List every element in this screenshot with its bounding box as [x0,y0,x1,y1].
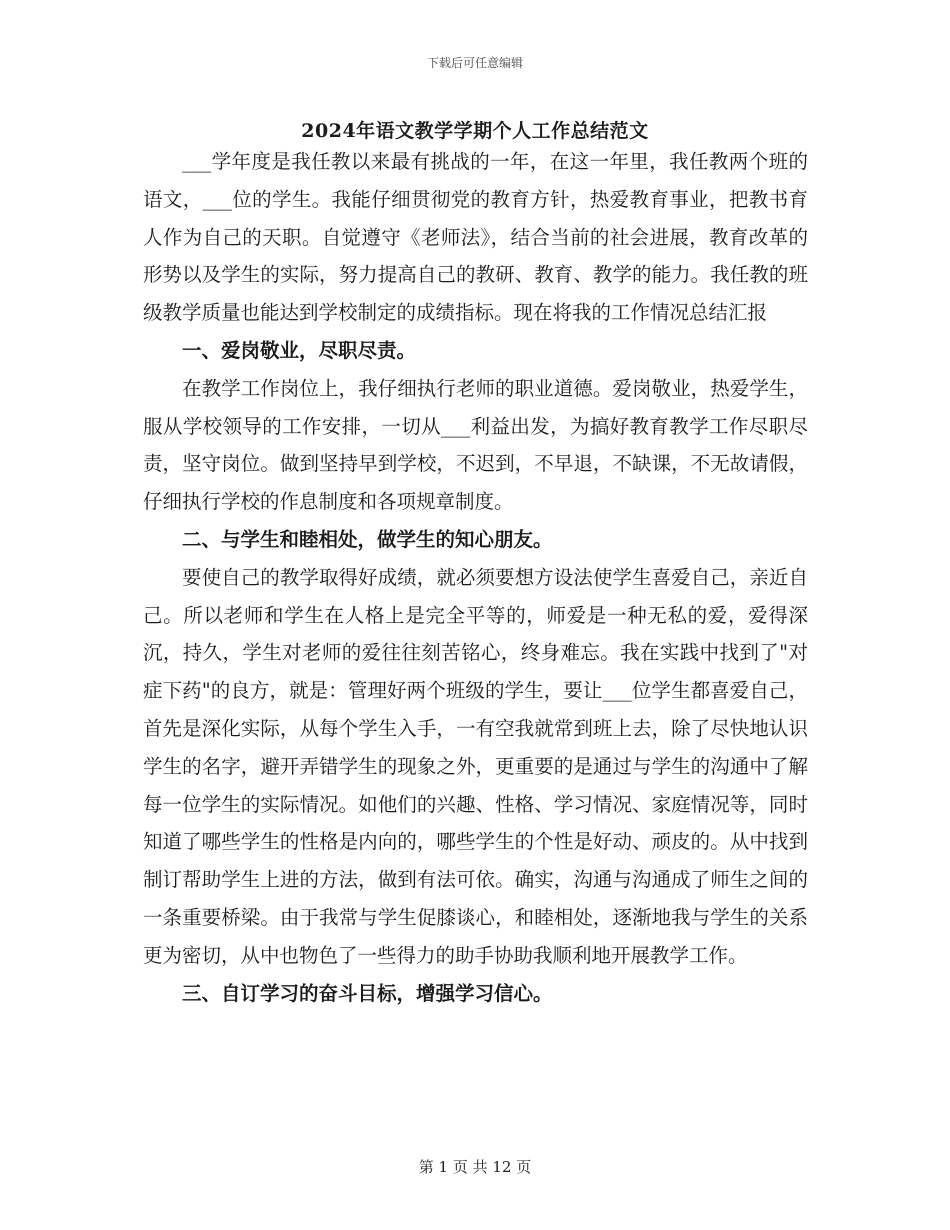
document-body [143,143,808,1012]
section-heading-1: 一、爱岗敬业，尽职尽责。 [182,338,417,362]
page-number-footer: 第 1 页 共 12 页 [418,1158,532,1176]
section-2-paragraph: 要使自己的教学取得好成绩，就必须要想方设法使学生喜爱自己，亲近自己。所以老师和学生在人格上是完全平等的，师爱是一种无私的爱，爱得深沉，持久，学生对老师的爱往往刻苦铭心，终身难忘。我在实践中找到了"对症下药"的良方，就是：管理好两个班级的学生，要让___位学生都喜爱自己，首先是深化实际，从每个学生入手，一有空我就常到班上去，除了尽快地认识学生的名字，避开弄错学生的现象之外，更重要的是通过与学生的沟通中了解每一位学生的实际情况。如他们的兴趣、性格、学习情况、家庭情况等，同时知道了哪些学生的性格是内向的，哪些学生的个性是好动、顽皮的。从中找到制订帮助学生上进的方法，做到有法可依。确实，沟通与沟通成了师生之间的一条重要桥梁。由于我常与学生促膝谈心，和睦相处，逐渐地我与学生的关系更为密切，从中也物色了一些得力的助手协助我顺利地开展教学工作。 [143,565,808,967]
page-header-note: 下载后可任意编辑 [426,56,523,70]
intro-paragraph: ___学年度是我任教以来最有挑战的一年，在这一年里，我任教两个班的语文，___位的学生。我能仔细贯彻党的教育方针，热爱教育事业，把教书育人作为自己的天职。自觉遵守《老师法》，结合当前的社会进展，教育改革的形势以及学生的实际，努力提高自己的教研、教育、教学的能力。我任教的班级教学质量也能达到学校制定的成绩指标。现在将我的工作情况总结汇报 [143,150,808,325]
section-1-paragraph: 在教学工作岗位上，我仔细执行老师的职业道德。爱岗敬业，热爱学生，服从学校领导的工作安排，一切从___利益出发，为搞好教育教学工作尽职尽责，坚守岗位。做到坚持早到学校，不迟到，不早退，不缺课，不无故请假，仔细执行学校的作息制度和各项规章制度。 [143,376,808,514]
section-heading-3: 三、自订学习的奋斗目标，增强学习信心。 [182,981,553,1005]
section-heading-2: 二、与学生和睦相处，做学生的知心朋友。 [182,527,553,551]
document-title: 2024年语文教学学期个人工作总结范文 [301,120,649,142]
